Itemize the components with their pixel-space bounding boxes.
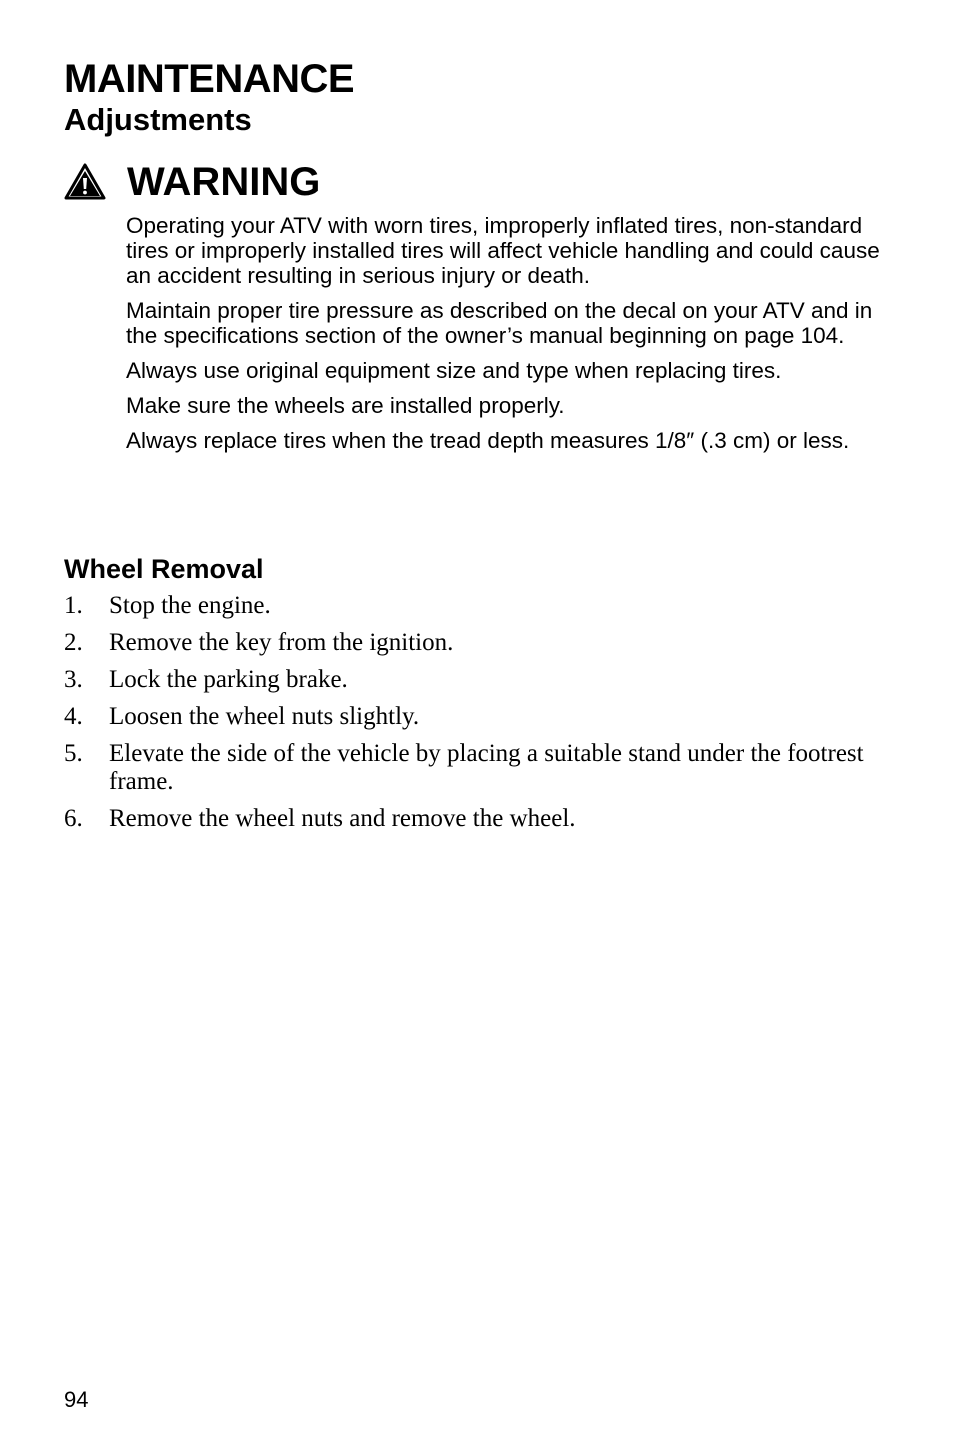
- wheel-removal-steps: [64, 592, 874, 842]
- step-number: 1.: [64, 592, 83, 619]
- step-text: Stop the engine.: [109, 592, 271, 619]
- step-text: Loosen the wheel nuts slightly.: [109, 703, 420, 730]
- step-item: [64, 703, 874, 731]
- step-text: Elevate the side of the vehicle by placing a suitable stand under the footrest frame.: [109, 740, 864, 795]
- warning-triangle-icon: [64, 163, 106, 201]
- warning-title: WARNING: [127, 160, 321, 204]
- warning-paragraph: Operating your ATV with worn tires, improperly inflated tires, non-standard tires or improperly installed tires will affect vehicle handling and could cause an accident resulting in serious injury or death.: [126, 213, 880, 288]
- step-number: 5.: [64, 740, 83, 767]
- warning-body: [126, 213, 886, 463]
- step-number: 6.: [64, 805, 83, 832]
- step-number: 2.: [64, 629, 83, 656]
- step-text: Remove the key from the ignition.: [109, 629, 454, 656]
- step-item: [64, 740, 874, 796]
- step-item: [64, 805, 874, 833]
- warning-header: [64, 158, 320, 206]
- page-number: 94: [64, 1387, 89, 1412]
- step-item: [64, 629, 874, 657]
- step-number: 4.: [64, 703, 83, 730]
- step-text: Lock the parking brake.: [109, 666, 348, 693]
- step-text: Remove the wheel nuts and remove the wheel.: [109, 805, 576, 832]
- step-item: [64, 592, 874, 620]
- warning-paragraph: Make sure the wheels are installed properly.: [126, 393, 565, 418]
- step-item: [64, 666, 874, 694]
- warning-paragraph: Always replace tires when the tread depth measures 1/8″ (.3 cm) or less.: [126, 428, 850, 453]
- warning-paragraph: Always use original equipment size and type when replacing tires.: [126, 358, 782, 383]
- step-number: 3.: [64, 666, 83, 693]
- wheel-removal-heading: Wheel Removal: [64, 554, 264, 584]
- section-title: MAINTENANCE: [64, 57, 355, 101]
- subsection-title: Adjustments: [64, 102, 252, 137]
- warning-paragraph: Maintain proper tire pressure as described on the decal on your ATV and in the specifications section of the owner’s manual beginning on page 104.: [126, 298, 873, 348]
